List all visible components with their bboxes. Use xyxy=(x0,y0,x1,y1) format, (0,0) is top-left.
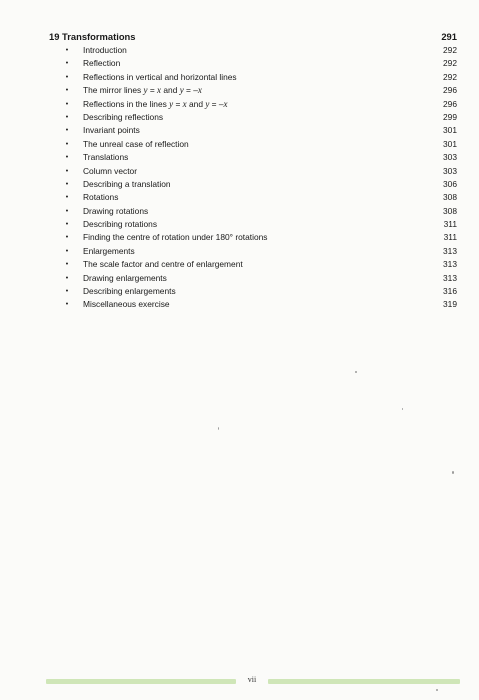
toc-entry[interactable] xyxy=(45,205,458,218)
chapter-title: 19 Transformations xyxy=(49,31,136,42)
toc-entry-page: 303 xyxy=(443,165,457,176)
toc-entry-label: Describing enlargements xyxy=(83,286,176,297)
toc-entry-page: 292 xyxy=(443,45,457,55)
bullet-icon: • xyxy=(65,247,69,255)
toc-entry-page: 311 xyxy=(443,232,457,243)
toc-entry-page: 292 xyxy=(443,71,457,82)
toc-entry[interactable] xyxy=(45,151,458,164)
toc-entry-label: Describing rotations xyxy=(83,219,158,230)
toc-entry-label: Finding the centre of rotation under 180° rotations xyxy=(83,232,268,243)
toc-entry[interactable] xyxy=(45,44,458,57)
toc-entry-page: 311 xyxy=(443,219,457,230)
toc-entry-page: 308 xyxy=(443,192,457,203)
toc-entry-page: 301 xyxy=(443,125,457,136)
toc-entry[interactable] xyxy=(45,272,458,285)
toc-entry[interactable] xyxy=(45,71,458,84)
bullet-icon: • xyxy=(65,73,69,81)
toc-entry-page: 316 xyxy=(443,286,457,297)
toc-entry-label: Describing a translation xyxy=(83,178,171,189)
toc-entry[interactable] xyxy=(45,111,458,124)
toc-entry-page: 313 xyxy=(443,245,457,256)
bullet-icon: • xyxy=(65,113,69,121)
toc-entry-label: Invariant points xyxy=(83,125,140,136)
toc-entry[interactable] xyxy=(45,298,458,311)
toc-entry[interactable] xyxy=(45,138,458,151)
scan-speck xyxy=(452,471,454,474)
toc-entry[interactable] xyxy=(45,285,458,298)
entry-list xyxy=(45,44,458,312)
toc-entry-label: The unreal case of reflection xyxy=(83,138,189,149)
toc-entry[interactable] xyxy=(45,98,458,111)
toc-entry-page: 301 xyxy=(443,138,457,149)
bullet-icon: • xyxy=(65,154,69,162)
toc-entry-label: The mirror lines y = x and y = –x xyxy=(83,85,202,96)
toc-entry[interactable] xyxy=(45,191,458,204)
scan-speck xyxy=(436,689,438,691)
toc-entry[interactable] xyxy=(45,245,458,258)
bullet-icon: • xyxy=(65,261,69,269)
page-folio: vii xyxy=(247,675,257,684)
bullet-icon: • xyxy=(65,140,69,148)
toc-entry[interactable] xyxy=(45,218,458,231)
toc-entry-label: Drawing enlargements xyxy=(83,272,167,283)
toc-entry-page: 296 xyxy=(443,98,457,109)
toc-entry-page: 306 xyxy=(443,178,457,189)
bullet-icon: • xyxy=(65,87,69,95)
table-of-contents xyxy=(45,29,458,312)
bullet-icon: • xyxy=(65,60,69,68)
toc-entry-label: Rotations xyxy=(83,192,119,203)
toc-entry-label: Reflections in vertical and horizontal lines xyxy=(83,71,237,82)
toc-entry[interactable] xyxy=(45,178,458,191)
bullet-icon: • xyxy=(65,274,69,282)
chapter-page-number: 291 xyxy=(441,31,457,42)
bullet-icon: • xyxy=(65,221,69,229)
toc-entry[interactable] xyxy=(45,165,458,178)
scan-speck xyxy=(355,371,357,373)
toc-entry-label: The scale factor and centre of enlargement xyxy=(83,259,243,270)
toc-entry-label: Drawing rotations xyxy=(83,205,149,216)
toc-entry[interactable] xyxy=(45,57,458,70)
toc-entry-page: 313 xyxy=(443,259,457,270)
toc-entry-label: Miscellaneous exercise xyxy=(83,299,170,310)
footer-bar-right xyxy=(268,679,460,684)
bullet-icon: • xyxy=(65,194,69,202)
toc-entry-label: Reflection xyxy=(83,58,121,69)
toc-entry[interactable] xyxy=(45,84,458,97)
toc-entry-page: 303 xyxy=(443,152,457,163)
toc-entry-page: 292 xyxy=(443,58,457,69)
bullet-icon: • xyxy=(65,167,69,175)
toc-entry-page: 313 xyxy=(443,272,457,283)
toc-entry-label: Describing reflections xyxy=(83,111,164,122)
toc-entry-page: 296 xyxy=(443,85,457,96)
chapter-heading[interactable] xyxy=(45,29,458,44)
bullet-icon: • xyxy=(65,234,69,242)
bullet-icon: • xyxy=(65,180,69,188)
scan-speck xyxy=(402,408,403,410)
bullet-icon: • xyxy=(65,207,69,215)
page-footer xyxy=(40,676,462,686)
bullet-icon: • xyxy=(65,47,69,54)
bullet-icon: • xyxy=(65,100,69,108)
bullet-icon: • xyxy=(65,301,69,309)
toc-entry-label: Translations xyxy=(83,152,129,163)
toc-entry-page: 319 xyxy=(443,299,457,310)
toc-entry-label: Enlargements xyxy=(83,245,135,256)
bullet-icon: • xyxy=(65,127,69,135)
bullet-icon: • xyxy=(65,288,69,296)
toc-entry-page: 308 xyxy=(443,205,457,216)
toc-entry[interactable] xyxy=(45,124,458,137)
toc-entry-page: 299 xyxy=(443,111,457,122)
toc-entry[interactable] xyxy=(45,231,458,244)
toc-entry-label: Reflections in the lines y = x and y = –x xyxy=(83,98,228,109)
scan-speck xyxy=(218,427,219,430)
toc-entry[interactable] xyxy=(45,258,458,271)
toc-entry-label: Column vector xyxy=(83,165,137,176)
footer-bar-left xyxy=(46,679,236,684)
toc-entry-label: Introduction xyxy=(83,45,127,55)
